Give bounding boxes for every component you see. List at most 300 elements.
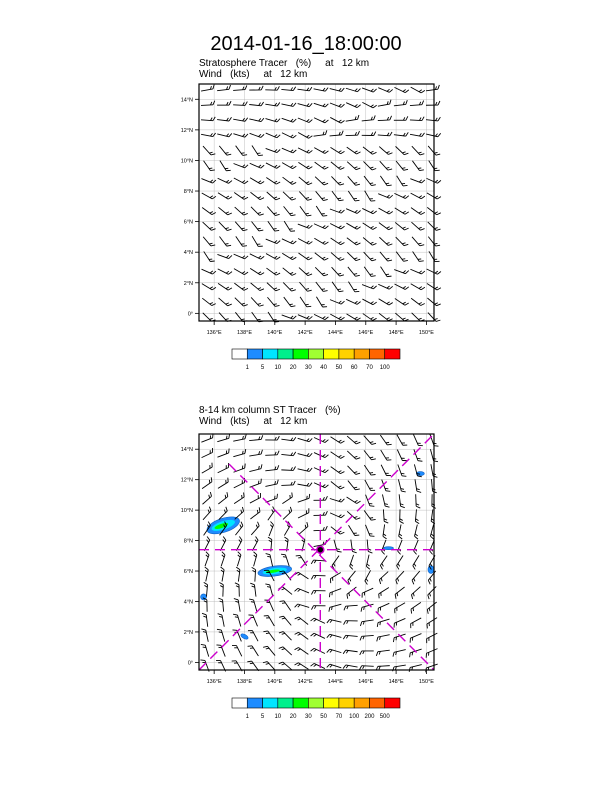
wind-barb: [217, 552, 225, 567]
wind-barb-staff: [314, 238, 324, 244]
wind-barb: [347, 571, 359, 584]
wind-barb-staff: [378, 120, 390, 121]
wind-barb: [364, 433, 376, 446]
wind-barb-flag: [355, 225, 358, 228]
wind-barb-flag: [419, 259, 423, 263]
wind-barb: [298, 100, 313, 107]
wind-barb-flag: [311, 575, 313, 579]
wind-barb-staff: [346, 605, 358, 606]
wind-barb: [330, 85, 345, 92]
wind-barb-staff: [362, 620, 374, 622]
wind-barb: [235, 204, 248, 216]
wind-barb-flag: [401, 506, 405, 508]
wind-barb: [314, 85, 329, 92]
wind-barb-staff: [364, 510, 371, 520]
wind-barb-flag: [293, 118, 296, 122]
wind-barb-staff: [298, 513, 309, 518]
wind-barb-staff: [362, 102, 373, 107]
wind-barb: [296, 522, 309, 534]
wind-barb-staff: [235, 312, 243, 321]
wind-barb-flag: [219, 583, 223, 585]
wind-barb-flag: [293, 315, 296, 319]
wind-barb: [376, 635, 391, 642]
wind-barb-staff: [202, 284, 212, 290]
wind-barb-staff: [314, 633, 325, 638]
wind-barb-flag: [416, 506, 420, 508]
wind-barb-flag: [245, 133, 248, 137]
wind-barb: [252, 143, 263, 157]
wind-barb-staff: [252, 646, 258, 656]
panel2-title-line2: Wind (kts) at 12 km: [199, 416, 308, 427]
wind-barb: [397, 448, 407, 462]
wind-barb: [200, 477, 214, 488]
wind-barb: [219, 143, 231, 156]
wind-barb-staff: [298, 498, 309, 502]
wind-barb: [233, 130, 248, 138]
wind-barb: [346, 84, 361, 92]
wind-barb-flag: [357, 104, 360, 108]
wind-barb-staff: [270, 555, 273, 567]
wind-barb: [202, 280, 216, 291]
wind-barb: [248, 522, 260, 535]
wind-barb: [281, 435, 295, 441]
wind-barb-flag: [217, 628, 221, 631]
wind-barb-staff: [218, 178, 229, 183]
wind-barb-staff: [411, 298, 421, 305]
wind-barb: [367, 539, 372, 553]
wind-barb-flag: [259, 479, 262, 483]
wind-barb-flag: [371, 301, 374, 304]
colorbar-box: [354, 349, 369, 359]
wind-barb: [396, 555, 407, 569]
wind-barb-flag: [323, 198, 327, 202]
wind-barb-staff: [218, 193, 228, 199]
wind-barb-flag: [436, 244, 440, 248]
wind-barb-flag: [293, 466, 295, 470]
wind-barb-flag: [250, 583, 254, 585]
wind-barb-staff: [315, 253, 324, 260]
wind-barb: [232, 659, 242, 673]
wind-barb-staff: [202, 453, 213, 458]
wind-barb: [266, 174, 280, 185]
wind-barb: [313, 130, 327, 136]
wind-barb: [330, 144, 344, 155]
wind-barb: [344, 605, 358, 610]
wind-barb: [200, 85, 214, 91]
wind-barb: [378, 116, 392, 121]
wind-barb-staff: [267, 646, 275, 655]
wind-barb-flag: [360, 651, 362, 655]
wind-barb-staff: [252, 221, 259, 230]
wind-barb-flag: [245, 164, 248, 168]
wind-barb-flag: [366, 566, 370, 569]
wind-barb: [234, 552, 242, 567]
wind-barb-staff: [427, 602, 436, 609]
colorbar-label: 200: [364, 714, 375, 720]
wind-barb: [394, 84, 408, 94]
wind-barb: [279, 645, 292, 657]
wind-barb: [280, 599, 291, 613]
wind-barb-staff: [250, 254, 261, 259]
wind-barb-flag: [387, 210, 390, 213]
wind-barb: [360, 604, 375, 612]
y-tick-label: 6°N: [183, 219, 193, 226]
wind-barb: [395, 219, 408, 231]
wind-barb-flag: [376, 637, 379, 641]
wind-barb: [202, 266, 216, 275]
wind-barb-flag: [306, 134, 309, 137]
wind-barb-flag: [261, 164, 264, 168]
x-tick-label: 146°E: [358, 330, 374, 336]
colorbar-label: 40: [320, 365, 327, 371]
wind-barb-staff: [364, 450, 371, 459]
wind-barb: [376, 619, 391, 627]
wind-barb-flag: [200, 659, 204, 662]
wind-barb-flag: [218, 598, 222, 600]
wind-barb: [379, 144, 392, 156]
wind-barb-flag: [371, 489, 375, 493]
wind-barb-staff: [347, 451, 356, 459]
wind-barb-staff: [379, 299, 389, 305]
wind-barb-staff: [410, 179, 421, 183]
wind-barb-staff: [235, 207, 244, 215]
wind-barb-flag: [258, 244, 262, 248]
wind-barb: [426, 85, 440, 91]
wind-barb-staff: [254, 600, 257, 612]
wind-barb-flag: [229, 117, 231, 121]
wind-barb-flag: [293, 240, 297, 244]
wind-barb-flag: [419, 195, 422, 198]
wind-barb-staff: [347, 314, 357, 320]
wind-barb: [360, 620, 374, 626]
wind-barb-staff: [399, 494, 400, 506]
panel2-title-line1: 8-14 km column ST Tracer (%): [199, 405, 341, 416]
wind-barb: [202, 204, 216, 215]
wind-barb: [281, 521, 292, 535]
wind-barb-staff: [203, 146, 211, 155]
wind-barb: [314, 434, 328, 443]
wind-barb-staff: [283, 632, 291, 641]
wind-barb-flag: [422, 101, 424, 105]
wind-barb-flag: [385, 505, 389, 508]
wind-barb-flag: [419, 286, 422, 289]
wind-barb-staff: [282, 148, 293, 153]
wind-barb: [265, 506, 276, 520]
wind-barb: [347, 433, 360, 445]
wind-barb-staff: [348, 267, 356, 276]
wind-barb-staff: [314, 438, 325, 443]
wind-barb: [410, 266, 424, 275]
wind-barb: [412, 143, 424, 156]
wind-barb-staff: [346, 223, 356, 229]
wind-barb: [314, 479, 328, 488]
wind-barb-flag: [323, 305, 327, 309]
wind-barb: [250, 552, 258, 567]
y-tick-label: 12°N: [180, 477, 193, 484]
wind-barb: [298, 480, 312, 486]
wind-barb-flag: [258, 153, 262, 157]
wind-barb: [265, 521, 274, 535]
wind-barb: [378, 84, 392, 93]
wind-barb: [381, 463, 391, 477]
wind-barb-staff: [363, 147, 372, 154]
wind-barb-flag: [357, 115, 360, 119]
wind-barb-flag: [323, 214, 327, 218]
wind-barb: [425, 633, 439, 643]
wind-barb-staff: [413, 555, 419, 565]
wind-barb: [393, 618, 407, 627]
wind-barb: [296, 508, 310, 518]
wind-barb: [249, 435, 263, 440]
wind-barb-flag: [309, 87, 312, 91]
wind-barb-staff: [365, 191, 371, 201]
wind-barb: [348, 463, 361, 476]
colorbar-label: 60: [350, 365, 358, 371]
wind-barb-staff: [282, 253, 292, 259]
wind-barb: [200, 433, 215, 442]
wind-barb: [348, 264, 360, 277]
wind-barb: [330, 509, 344, 518]
wind-barb-flag: [341, 104, 344, 108]
wind-barb: [331, 235, 345, 246]
wind-barb: [345, 115, 359, 121]
wind-barb: [411, 280, 425, 290]
wind-barb-staff: [394, 665, 406, 667]
panel1-title-line2: Wind (kts) at 12 km: [199, 69, 308, 80]
wind-barb-flag: [229, 255, 232, 259]
wind-barb: [331, 463, 345, 474]
wind-barb: [265, 583, 272, 598]
wind-barb-flag: [323, 289, 327, 293]
wind-barb-flag: [434, 444, 438, 447]
wind-barb-flag: [371, 518, 375, 522]
wind-barb-staff: [234, 254, 245, 259]
wind-barb: [283, 280, 296, 293]
wind-barb-flag: [429, 551, 433, 554]
wind-barb: [383, 524, 389, 538]
wind-barb: [298, 450, 313, 457]
wind-barb-staff: [411, 193, 422, 199]
wind-barb-flag: [227, 244, 231, 248]
wind-barb: [348, 478, 360, 491]
wind-barb-flag: [327, 634, 330, 638]
x-tick-label: 140°E: [267, 330, 283, 336]
wind-barb-staff: [233, 90, 245, 91]
wind-barb-flag: [309, 482, 312, 486]
wind-barb: [203, 143, 215, 156]
wind-barb-flag: [403, 259, 407, 263]
colorbar-box: [369, 698, 384, 708]
wind-barb-flag: [276, 480, 279, 484]
wind-barb-flag: [261, 118, 264, 122]
wind-barb: [249, 115, 264, 122]
wind-barb: [348, 523, 359, 537]
y-tick-label: 4°N: [183, 250, 193, 257]
wind-barb: [379, 234, 392, 246]
wind-barb-flag: [349, 566, 353, 569]
wind-barb: [329, 573, 343, 584]
wind-barb: [234, 250, 248, 259]
wind-barb: [347, 448, 360, 461]
wind-barb-staff: [201, 89, 213, 91]
wind-barb: [396, 249, 408, 263]
wind-barb-flag: [408, 653, 411, 657]
wind-barb: [217, 130, 232, 137]
wind-barb-flag: [238, 540, 241, 543]
wind-barb-flag: [309, 103, 312, 107]
wind-barb-flag: [268, 537, 272, 539]
wind-barb-flag: [383, 536, 387, 539]
wind-barb: [360, 588, 374, 597]
y-tick-label: 4°N: [183, 599, 193, 606]
wind-barb-staff: [365, 525, 370, 536]
wind-barb-flag: [397, 551, 401, 554]
wind-barb: [295, 631, 309, 642]
y-tick-label: 0°: [187, 311, 193, 318]
wind-barb-flag: [403, 443, 407, 447]
x-tick-label: 150°E: [418, 330, 434, 336]
wind-barb-staff: [426, 89, 438, 91]
wind-barb: [328, 604, 343, 612]
wind-barb: [234, 174, 248, 184]
wind-barb-flag: [247, 660, 251, 664]
wind-barb-flag: [229, 85, 231, 89]
wind-barb: [218, 265, 232, 275]
wind-barb-staff: [284, 221, 290, 231]
wind-barb: [299, 280, 311, 293]
wind-barb: [248, 507, 262, 519]
wind-barb: [396, 234, 409, 247]
wind-barb: [409, 634, 423, 643]
wind-barb-flag: [259, 493, 263, 497]
wind-barb: [398, 525, 405, 540]
wind-barb-flag: [409, 609, 413, 613]
wind-barb-staff: [316, 282, 323, 291]
wind-barb: [400, 509, 404, 523]
wind-barb: [311, 663, 325, 673]
colorbar-box: [324, 698, 339, 708]
wind-barb-staff: [252, 631, 258, 642]
panel1-title-line1: Stratosphere Tracer (%) at 12 km: [199, 58, 370, 69]
wind-barb-staff: [379, 208, 389, 214]
wind-barb-staff: [298, 162, 308, 169]
wind-barb-staff: [299, 617, 308, 624]
wind-barb-staff: [234, 178, 245, 184]
wind-barb: [235, 295, 248, 308]
colorbar-label: 20: [289, 714, 297, 720]
wind-barb-flag: [360, 593, 363, 597]
wind-barb-flag: [355, 274, 359, 278]
wind-barb: [331, 478, 344, 490]
y-tick-label: 12°N: [180, 127, 193, 134]
wind-barb: [313, 526, 327, 531]
wind-barb-staff: [252, 146, 259, 156]
wind-barb-staff: [396, 571, 404, 580]
wind-barb: [283, 174, 297, 186]
wind-barb: [295, 588, 309, 597]
x-tick-label: 150°E: [418, 679, 434, 685]
wind-barb: [378, 131, 392, 136]
wind-barb: [202, 295, 215, 307]
wind-barb-staff: [236, 146, 243, 156]
wind-barb-staff: [251, 297, 259, 306]
wind-barb: [363, 310, 377, 321]
wind-barb: [216, 434, 231, 442]
wind-barb-staff: [284, 297, 291, 307]
wind-barb-staff: [346, 299, 357, 304]
wind-barb-flag: [352, 551, 356, 554]
wind-barb-flag: [276, 494, 279, 498]
wind-barb-flag: [327, 649, 330, 653]
wind-barb-flag: [376, 623, 379, 627]
wind-barb: [265, 480, 280, 487]
wind-barb: [376, 650, 390, 656]
wind-barb-flag: [420, 243, 424, 247]
wind-barb: [331, 174, 344, 187]
wind-barb-staff: [283, 282, 291, 291]
wind-barb: [346, 131, 360, 135]
wind-barb: [346, 296, 360, 306]
wind-barb-staff: [411, 602, 421, 609]
wind-barb-flag: [437, 180, 440, 184]
wind-barb-staff: [282, 133, 293, 138]
wind-barb-flag: [218, 613, 222, 616]
wind-barb-flag: [261, 435, 263, 439]
wind-barb-flag: [328, 607, 331, 611]
wind-barb: [408, 665, 423, 672]
wind-barb-flag: [293, 452, 295, 456]
wind-barb-staff: [412, 571, 420, 580]
wind-barb-flag: [261, 134, 264, 138]
wind-barb: [263, 645, 275, 658]
wind-barb: [394, 266, 409, 275]
wind-barb-flag: [291, 213, 295, 217]
wind-barb-flag: [343, 650, 346, 654]
wind-barb: [330, 296, 344, 305]
wind-barb-flag: [356, 183, 360, 187]
wind-barb-flag: [325, 454, 328, 458]
wind-barb-flag: [409, 638, 412, 642]
wind-barb-flag: [436, 153, 440, 157]
wind-barb: [300, 204, 311, 218]
wind-barb: [216, 448, 231, 457]
wind-barb-flag: [245, 101, 247, 105]
wind-barb-staff: [266, 239, 277, 243]
wind-barb-staff: [220, 161, 226, 171]
wind-barb-staff: [250, 268, 260, 275]
wind-barb-staff: [379, 572, 388, 580]
wind-barb-flag: [341, 88, 344, 92]
wind-barb-flag: [405, 100, 407, 104]
wind-barb: [233, 101, 247, 106]
wind-barb-flag: [307, 240, 310, 243]
wind-barb-flag: [311, 591, 313, 595]
wind-barb: [330, 205, 345, 214]
wind-barb-flag: [290, 493, 294, 497]
wind-barb-staff: [411, 587, 420, 595]
wind-barb: [264, 614, 275, 628]
wind-barb-flag: [202, 613, 206, 615]
wind-barb-flag: [327, 664, 330, 668]
wind-barb-flag: [307, 214, 311, 218]
wind-barb: [311, 632, 325, 642]
wind-barb: [415, 479, 421, 493]
wind-barb-staff: [235, 511, 244, 519]
wind-barb-flag: [309, 316, 312, 320]
wind-barb-staff: [314, 618, 325, 623]
wind-barb: [298, 159, 312, 170]
wind-barb: [300, 295, 311, 309]
